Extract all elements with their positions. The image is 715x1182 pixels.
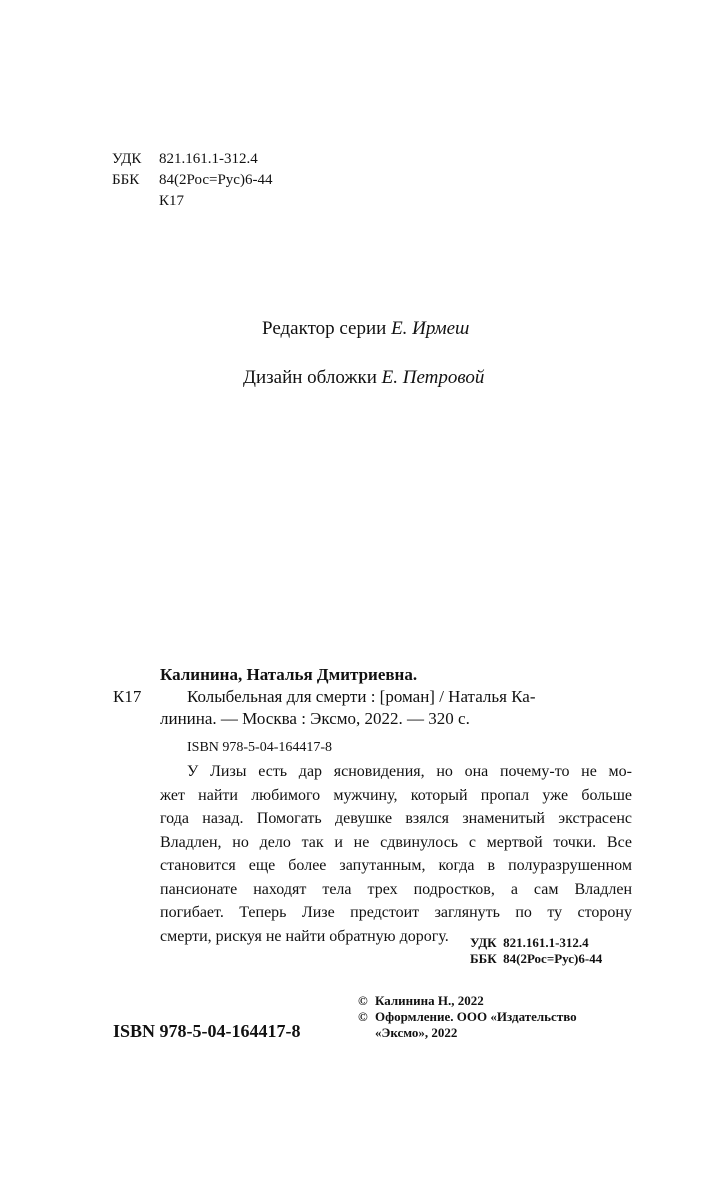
cover-design-label: Дизайн обложки [243, 367, 377, 388]
series-editor-label: Редактор серии [262, 318, 387, 339]
isbn-record: ISBN 978-5-04-164417-8 [187, 740, 333, 755]
title-line-2: линина. — Москва : Эксмо, 2022. — 320 с. [160, 709, 470, 728]
annotation [160, 760, 632, 948]
copyright-author: Калинина Н., 2022 [375, 993, 484, 1008]
series-editor-name: Е. Ирмеш [391, 318, 470, 339]
author-mark: К17 [113, 687, 142, 706]
annotation-line: У Лизы есть дар ясновидения, но она почему-то не мо- [187, 763, 632, 780]
author-mark-row [112, 191, 272, 212]
annotation-line: Владлен, но дело так и не сдвинулось с мертвой точки. Все [160, 833, 632, 851]
series-editor-credit [262, 318, 469, 340]
bbk-bottom: ББК 84(2Рос=Рус)6-44 [470, 951, 603, 966]
annotation-line: становится еще более запутанным, когда в полуразрушенном [160, 857, 632, 874]
bbk-row [112, 170, 272, 191]
annotation-line: погибает. Теперь Лизе предстоит заглянуть по ту сторону [160, 904, 632, 921]
cover-design-credit [243, 367, 484, 389]
author-mark-top: К17 [159, 193, 185, 209]
copyright-design-row-2 [358, 1025, 577, 1041]
copyright-block [358, 993, 577, 1041]
copyright-author-row [358, 993, 577, 1009]
title-line-1: Колыбельная для смерти : [роман] / Наталья Ка- [187, 687, 536, 706]
udk-bottom: УДК 821.161.1-312.4 [470, 935, 589, 950]
udk-row [112, 149, 272, 170]
annotation-line: жет найти любимого мужчину, который пропал уже больше [160, 786, 632, 804]
annotation-line: смерти, рискуя не найти обратную дорогу. [160, 927, 449, 945]
author-heading: Калинина, Наталья Дмитриевна. [160, 665, 418, 684]
copyright-icon: © [358, 993, 368, 1008]
isbn-footer: ISBN 978-5-04-164417-8 [113, 1021, 301, 1041]
cover-design-name: Е. Петровой [381, 367, 485, 388]
copyright-design-line1: Оформление. ООО «Издательство [375, 1009, 577, 1024]
bbk-label: ББК [112, 172, 140, 188]
copyright-design-line2: «Эксмо», 2022 [375, 1025, 458, 1040]
classification-top [112, 149, 272, 212]
copyright-icon: © [358, 1009, 368, 1024]
copyright-design-row [358, 1009, 577, 1025]
udk-value: 821.161.1-312.4 [159, 151, 258, 167]
udk-label: УДК [112, 151, 142, 167]
annotation-line: пансионате находят тела трех подростков, а сам Владлен [160, 880, 632, 898]
annotation-line: года назад. Помогать девушке взялся знаменитый экстрасенс [160, 810, 632, 827]
bbk-value: 84(2Рос=Рус)6-44 [159, 172, 273, 188]
